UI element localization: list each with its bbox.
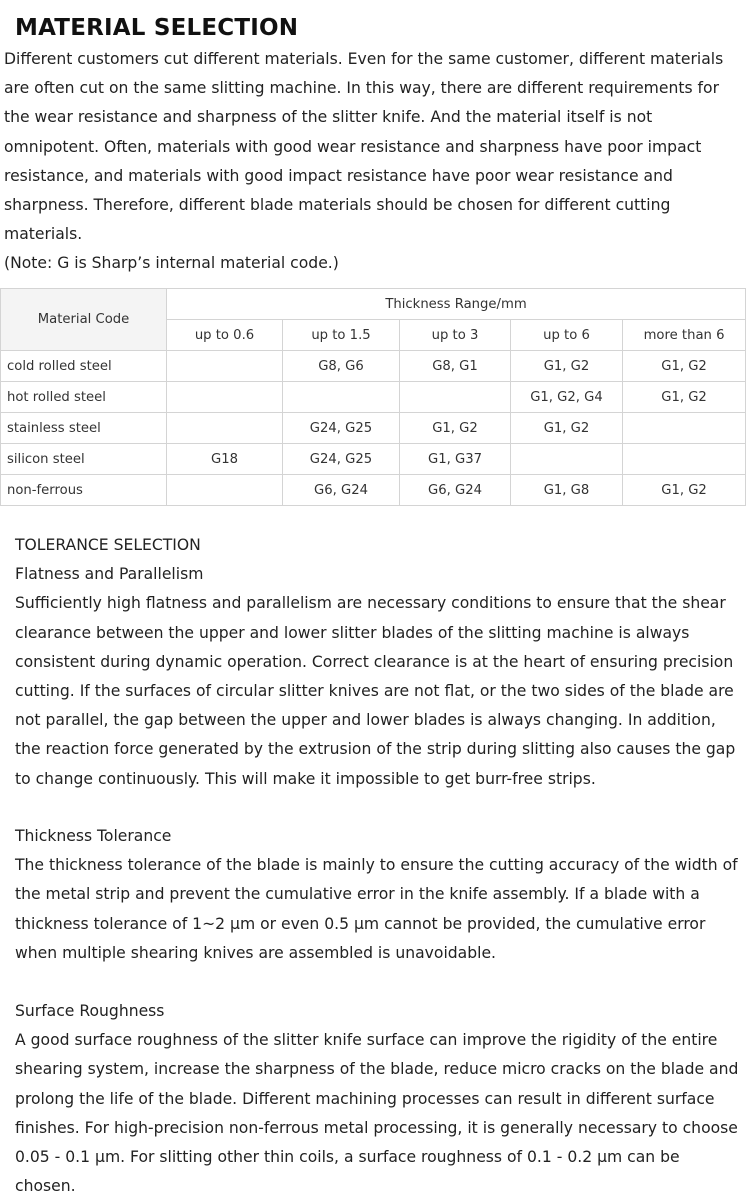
intro-section [4,45,744,279]
column-header: up to 0.6 [167,320,283,351]
table-cell: G8, G6 [283,351,400,382]
table-cell: G1, G2 [511,413,623,444]
table-row [1,351,746,382]
surface-roughness-heading: Surface Roughness [15,1002,165,1020]
flatness-heading: Flatness and Parallelism [15,565,204,584]
column-header: up to 1.5 [283,320,400,351]
flatness-paragraph: Sufficiently high flatness and parallelism are necessary conditions to ensure that the shear clearance between the upper and lower slitter blades of the slitting machine is always consistent during dynamic operation. Correct clearance is at the heart of ensuring precision cutting. If the surfaces of circular slitter knives are not flat, or the two sides of the blade are not parallel, the gap between the upper and lower blades is always changing. In addition, the reaction force generated by the extrusion of the strip during slitting also causes the gap to change continuously. This will make it impossible to get burr-free strips. [15,594,736,788]
column-header: more than 6 [623,320,746,351]
thickness-range-header: Thickness Range/mm [167,289,746,320]
table-row [1,382,746,413]
page-title: MATERIAL SELECTION [15,15,299,41]
material-code-header: Material Code [1,289,167,351]
material-name-cell: hot rolled steel [1,382,167,413]
table-cell: G18 [167,444,283,475]
column-header: up to 6 [511,320,623,351]
table-cell: G1, G2 [623,351,746,382]
flatness-section [15,531,743,794]
table-row [1,475,746,506]
table-cell [167,413,283,444]
material-name-cell: stainless steel [1,413,167,444]
material-name-cell: cold rolled steel [1,351,167,382]
table-cell: G1, G2, G4 [511,382,623,413]
table-cell [167,475,283,506]
table-cell [511,444,623,475]
table-cell: G6, G24 [283,475,400,506]
tolerance-selection-heading: TOLERANCE SELECTION [15,536,201,554]
table-cell: G8, G1 [400,351,511,382]
column-header: up to 3 [400,320,511,351]
table-cell: G24, G25 [283,413,400,444]
thickness-tolerance-heading: Thickness Tolerance [15,827,172,845]
material-table [0,288,746,506]
table-cell: G1, G2 [400,413,511,444]
table-cell: G1, G2 [623,475,746,506]
table-cell: G1, G2 [511,351,623,382]
table-row [1,444,746,475]
table-cell [283,382,400,413]
table-cell: G1, G8 [511,475,623,506]
thickness-paragraph: The thickness tolerance of the blade is mainly to ensure the cutting accuracy of the width of the metal strip and prevent the cumulative error in the knife assembly. If a blade with a thickness tolerance of 1~2 μm or even 0.5 μm cannot be provided, the cumulative error when multiple shearing knives are assembled is unavoidable. [15,856,738,962]
material-name-cell: silicon steel [1,444,167,475]
table-cell: G24, G25 [283,444,400,475]
roughness-paragraph: A good surface roughness of the slitter knife surface can improve the rigidity of the entire shearing system, increase the sharpness of the blade, reduce micro cracks on the blade and prolong the life of the blade. Different machining processes can result in different surface finishes. For high-precision non-ferrous metal processing, it is generally necessary to choose 0.05 - 0.1 μm. For slitting other thin coils, a surface roughness of 0.1 - 0.2 μm can be chosen. [15,1031,739,1196]
thickness-section [15,822,743,968]
table-cell: G6, G24 [400,475,511,506]
table-cell: G1, G2 [623,382,746,413]
table-row [1,413,746,444]
roughness-section [15,997,743,1201]
intro-note: (Note: G is Sharp’s internal material code.) [4,254,339,273]
table-header-row [1,289,746,320]
table-cell [623,413,746,444]
table-cell [400,382,511,413]
table-cell [167,351,283,382]
table-cell [623,444,746,475]
intro-paragraph: Different customers cut different materials. Even for the same customer, different materials are often cut on the same slitting machine. In this way, there are different requirements for the wear resistance and sharpness of the slitter knife. And the material itself is not omnipotent. Often, materials with good wear resistance and sharpness have poor impact resistance, and materials with good impact resistance have poor wear resistance and sharpness. Therefore, different blade materials should be chosen for different cutting materials. [4,50,724,244]
material-name-cell: non-ferrous [1,475,167,506]
table-cell: G1, G37 [400,444,511,475]
table-cell [167,382,283,413]
